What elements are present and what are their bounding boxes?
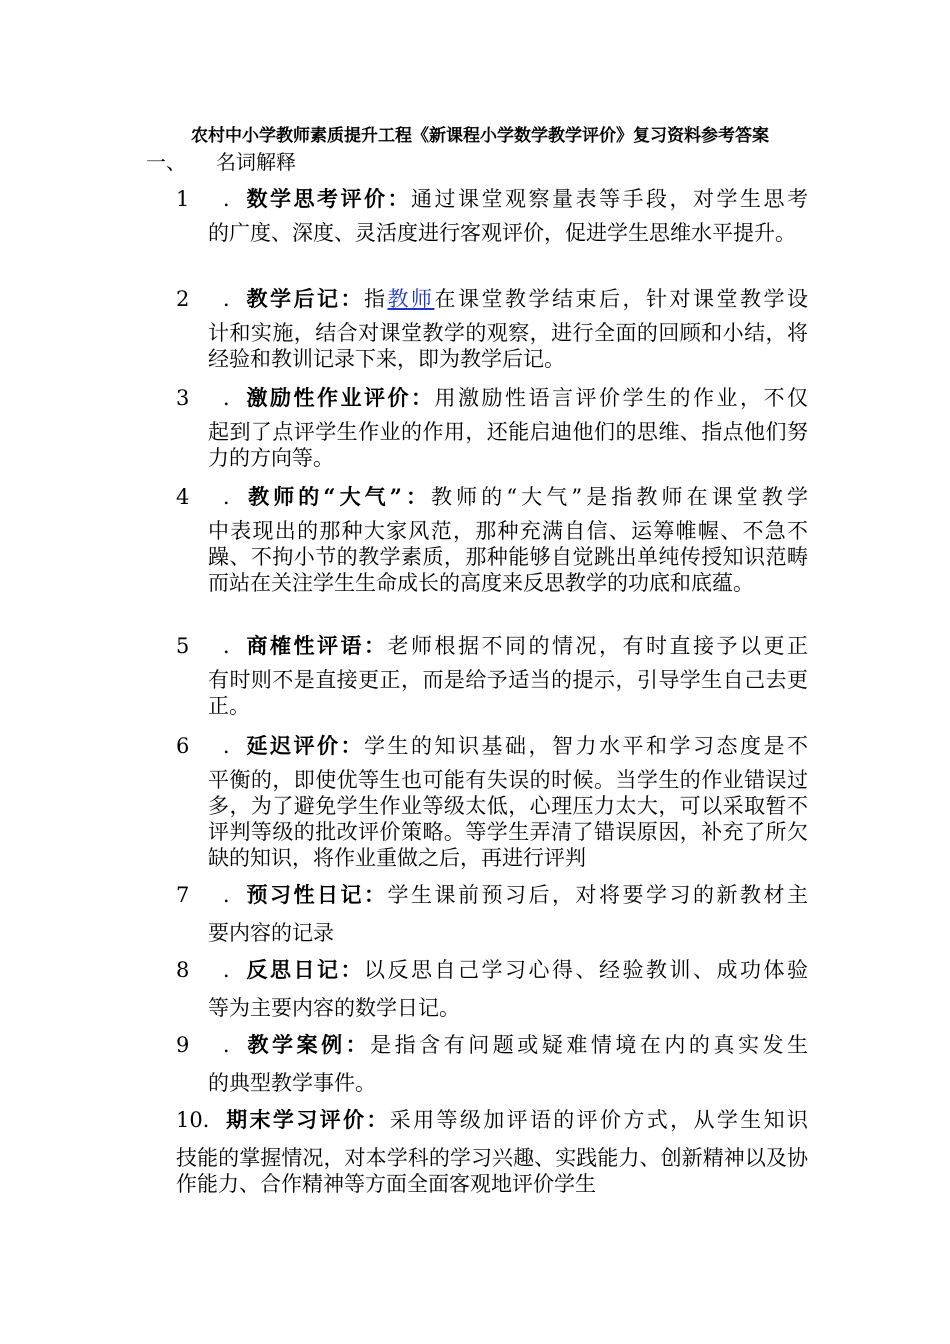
item-term: 教师的“大气” — [244, 484, 402, 509]
item-index: 4． — [176, 485, 244, 509]
item-term: 延迟评价 — [244, 733, 341, 758]
definition-item-7: 7．预习性日记：学生课前预习后，对将要学习的新教材主 要内容的记录 — [176, 882, 808, 945]
item-term: 数学思考评价 — [244, 186, 388, 211]
item-continuation: 有时则不是直接更正，而是给予适当的提示，引导学生自己去更正。 — [208, 668, 808, 718]
item-term: 教学后记 — [244, 286, 341, 311]
item-first-line: 老师根据不同的情况，有时直接予以更正 — [387, 634, 808, 658]
section-heading — [146, 149, 296, 175]
item-index: 9． — [176, 1033, 244, 1057]
definition-item-4: 4．教师的“大气”：教师的“大气”是指教师在课堂教学 中表现出的那种大家风范，那种充满自信、运筹帷幄、不急不躁、不拘小节的教学素质，那种能够自觉跳出单纯传授知识范畴而站在关注学生生命成长的高度来反思教学的功底和底蕴。 — [176, 484, 808, 595]
item-index: 6． — [176, 734, 244, 758]
definition-item-1: 1．数学思考评价：通过课堂观察量表等手段，对学生思考 的广度、深度、灵活度进行客观评价，促进学生思维水平提升。 — [176, 186, 808, 245]
item-first-line: 在课堂教学结束后，针对课堂教学设 — [434, 287, 808, 311]
definition-item-5: 5．商榷性评语：老师根据不同的情况，有时直接予以更正 有时则不是直接更正，而是给予适当的提示，引导学生自己去更正。 — [176, 633, 808, 718]
item-first-line: 学生课前预习后，对将要学习的新教材主 — [387, 883, 808, 907]
item-index: 2． — [176, 287, 244, 311]
definition-item-3: 3．激励性作业评价：用激励性语言评价学生的作业，不仅 起到了点评学生作业的作用，还能启迪他们的思维、指点他们努力的方向等。 — [176, 385, 808, 470]
document-title: 农村中小学教师素质提升工程《新课程小学数学教学评价》复习资料参考答案 — [191, 126, 769, 146]
item-term: 激励性作业评价 — [244, 385, 411, 410]
item-first-line: 用激励性语言评价学生的作业，不仅 — [434, 386, 808, 410]
item-term: 商榷性评语 — [244, 633, 364, 658]
item-index: 5． — [176, 634, 244, 658]
item-term: 反思日记 — [244, 957, 341, 982]
item-index: 8． — [176, 958, 244, 982]
definition-item-8: 8．反思日记：以反思自己学习心得、经验教训、成功体验 等为主要内容的数学日记。 — [176, 957, 808, 1020]
item-first-line: 通过课堂观察量表等手段，对学生思考 — [411, 187, 808, 211]
item-continuation: 的广度、深度、灵活度进行客观评价，促进学生思维水平提升。 — [208, 221, 796, 245]
section-number: 一、 — [146, 150, 186, 174]
item-continuation: 中表现出的那种大家风范，那种充满自信、运筹帷幄、不急不躁、不拘小节的教学素质，那种能够自觉跳出单纯传授知识范畴而站在关注学生生命成长的高度来反思教学的功底和底蕴。 — [208, 519, 808, 595]
item-index: 3． — [176, 386, 244, 410]
item-first-line: 教师的“大气”是指教师在课堂教学 — [431, 485, 808, 509]
item-term: 期末学习评价 — [223, 1107, 367, 1132]
definition-item-9: 9．教学案例：是指含有问题或疑难情境在内的真实发生 的典型教学事件。 — [176, 1032, 809, 1095]
item-continuation: 平衡的，即使优等生也可能有失误的时候。当学生的作业错误过多，为了避免学生作业等级太低，心理压力太大，可以采取暂不评判等级的批改评价策略。等学生弄清了错误原因，补充了所欠缺的知识，将作业重做之后，再进行评判 — [208, 768, 808, 870]
item-continuation: 要内容的记录 — [208, 921, 334, 945]
definition-item-2: 2．教学后记：指教师在课堂教学结束后，针对课堂教学设 计和实施，结合对课堂教学的观察，进行全面的回顾和小结，将经验和教训记录下来，即为教学后记。 — [176, 286, 808, 371]
definition-item-10: 10．期末学习评价：采用等级加评语的评价方式，从学生知识 技能的掌握情况，对本学科的学习兴趣、实践能力、创新精神以及协作能力、合作精神等方面全面客观地评价学生 — [176, 1107, 809, 1196]
definition-item-6: 6．延迟评价：学生的知识基础，智力水平和学习态度是不 平衡的，即使优等生也可能有失误的时候。当学生的作业错误过多，为了避免学生作业等级太低，心理压力太大，可以采取暂不评判等级的批改评价策略。等学生弄清了错误原因，补充了所欠缺的知识，将作业重做之后，再进行评判 — [176, 733, 808, 870]
item-first-line: 是指含有问题或疑难情境在内的真实发生 — [370, 1033, 809, 1057]
item-index: 10． — [176, 1108, 224, 1132]
item-continuation: 起到了点评学生作业的作用，还能启迪他们的思维、指点他们努力的方向等。 — [208, 420, 808, 470]
item-term: 教学案例 — [244, 1032, 346, 1057]
teacher-link[interactable]: 教师 — [387, 287, 435, 311]
item-continuation: 计和实施，结合对课堂教学的观察，进行全面的回顾和小结，将经验和教训记录下来，即为教学后记。 — [208, 321, 808, 371]
item-index: 1． — [176, 187, 244, 211]
item-first-line: 学生的知识基础，智力水平和学习态度是不 — [364, 734, 808, 758]
item-term: 预习性日记 — [244, 882, 364, 907]
item-continuation: 等为主要内容的数学日记。 — [208, 996, 460, 1020]
item-continuation: 技能的掌握情况，对本学科的学习兴趣、实践能力、创新精神以及协作能力、合作精神等方面全面客观地评价学生 — [176, 1146, 808, 1196]
item-index: 7． — [176, 883, 244, 907]
section-title: 名词解释 — [216, 150, 296, 174]
item-first-line: 以反思自己学习心得、经验教训、成功体验 — [364, 958, 808, 982]
item-continuation: 的典型教学事件。 — [208, 1071, 376, 1095]
item-first-line: 采用等级加评语的评价方式，从学生知识 — [389, 1108, 809, 1132]
